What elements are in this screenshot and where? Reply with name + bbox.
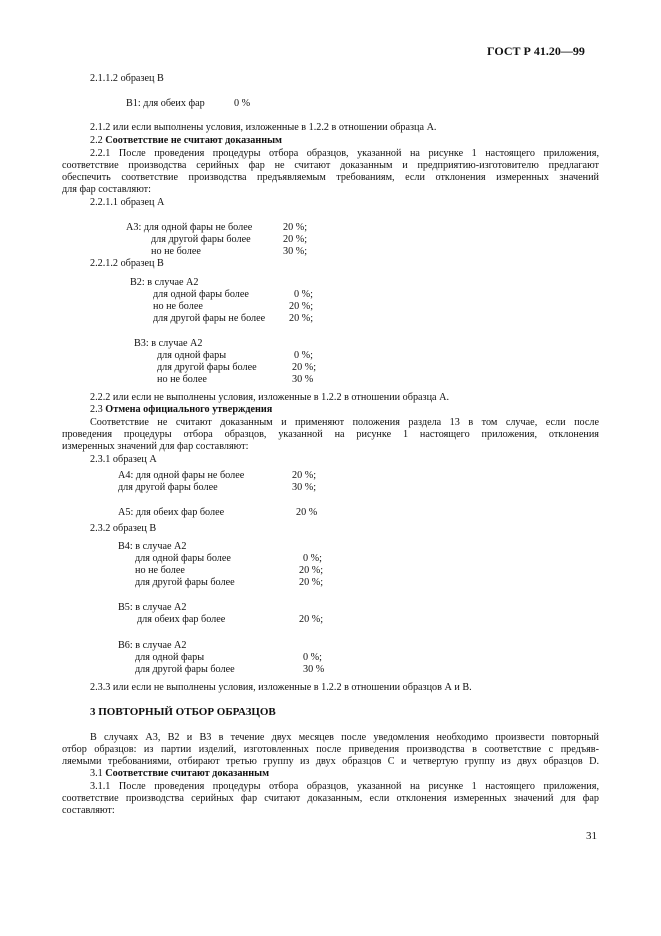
clause-3-1-number: 3.1: [90, 768, 106, 779]
b4-line2: но не более: [135, 565, 185, 576]
b2-line1: для одной фары более: [153, 289, 249, 300]
clause-2-3-number: 2.3: [90, 404, 106, 415]
b3-value3: 30 %: [292, 374, 314, 385]
b4-value2: 20 %;: [299, 565, 324, 576]
b5-head: В5: в случае А2: [118, 602, 187, 613]
b1-value: 0 %: [234, 98, 251, 109]
clause-2-3-2-label: 2.3.2 образец В: [90, 523, 157, 534]
b4-value3: 20 %;: [299, 577, 324, 588]
clause-2-2-1-2-label: 2.2.1.2 образец В: [90, 258, 164, 269]
section-3-line2: отбор образцов: из партии изделий, изготовленных после приведения производства в соответствие с предъяв-: [62, 744, 599, 755]
clause-2-3-line2: проведения процедуры отбора образцов, указанной на рисунке 1 настоящего приложения, отклонения: [62, 429, 599, 440]
b6-line1: для одной фары: [135, 652, 205, 663]
a3-value2: 20 %;: [283, 234, 308, 245]
b6-value1: 0 %;: [303, 652, 322, 663]
a3-value1: 20 %;: [283, 222, 308, 233]
clause-2-3-line1: Соответствие не считают доказанным и применяют положения раздела 13 в том случае, если после: [90, 417, 599, 428]
b2-value2: 20 %;: [289, 301, 314, 312]
a3-line3: но не более: [151, 246, 201, 257]
clause-3-1-1-line1: 3.1.1 После проведения процедуры отбора образцов, указанной на рисунке 1 настоящего приложения,: [90, 781, 599, 792]
clause-2-2-2: 2.2.2 или если не выполнены условия, изложенные в 1.2.2 в отношении образца А.: [90, 392, 450, 403]
b3-line1: для одной фары: [157, 350, 227, 361]
b6-head: В6: в случае А2: [118, 640, 187, 651]
b2-head: В2: в случае А2: [130, 277, 199, 288]
b4-head: В4: в случае А2: [118, 541, 187, 552]
b4-value1: 0 %;: [303, 553, 322, 564]
a4-value1: 20 %;: [292, 470, 317, 481]
a4-value2: 30 %;: [292, 482, 317, 493]
b2-value1: 0 %;: [294, 289, 313, 300]
a3-line2: для другой фары более: [151, 234, 251, 245]
clause-2-2-1-line3: обеспечить соответствие производства предъявляемым требованиям, если отклонения измеренных значений: [62, 172, 599, 183]
clause-2-1-2: 2.1.2 или если выполнены условия, изложенные в 1.2.2 в отношении образца А.: [90, 122, 437, 133]
clause-2-1-1-2-label: 2.1.1.2 образец В: [90, 73, 164, 84]
b2-line3: для другой фары не более: [153, 313, 266, 324]
b3-value1: 0 %;: [294, 350, 313, 361]
clause-2-2-title: Соответствие не считают доказанным: [105, 135, 282, 146]
b3-head: В3: в случае А2: [134, 338, 203, 349]
b4-line1: для одной фары более: [135, 553, 231, 564]
clause-3-1-1-line3: составляют:: [62, 805, 115, 816]
b6-line2: для другой фары более: [135, 664, 235, 675]
page-number: 31: [586, 830, 597, 842]
b6-value2: 30 %: [303, 664, 325, 675]
document-code: ГОСТ Р 41.20—99: [487, 44, 585, 58]
a5-value1: 20 %: [296, 507, 318, 518]
clause-2-3-title: Отмена официального утверждения: [105, 404, 273, 415]
a4-line2: для другой фары более: [118, 482, 218, 493]
clause-2-3-1-label: 2.3.1 образец А: [90, 454, 157, 465]
b4-line3: для другой фары более: [135, 577, 235, 588]
clause-3-1-title: Соответствие считают доказанным: [105, 768, 270, 779]
b2-value3: 20 %;: [289, 313, 314, 324]
clause-3-1-heading: [90, 768, 269, 780]
a4-line1: А4: для одной фары не более: [118, 470, 245, 481]
b5-value1: 20 %;: [299, 614, 324, 625]
clause-2-2-1-1-label: 2.2.1.1 образец А: [90, 197, 165, 208]
a3-value3: 30 %;: [283, 246, 308, 257]
clause-2-3-3: 2.3.3 или если не выполнены условия, изложенные в 1.2.2 в отношении образцов А и В.: [90, 682, 472, 693]
b1-label: В1: для обеих фар: [126, 98, 205, 109]
b3-line3: но не более: [157, 374, 207, 385]
b2-line2: но не более: [153, 301, 203, 312]
section-3-line1: В случаях А3, В2 и В3 в течение двух месяцев после уведомления необходимо произвести повторный: [90, 732, 599, 743]
a5-line1: А5: для обеих фар более: [118, 507, 225, 518]
a3-line1: А3: для одной фары не более: [126, 222, 253, 233]
clause-2-3-heading: [90, 404, 272, 416]
clause-2-2-heading: [90, 135, 282, 147]
b3-value2: 20 %;: [292, 362, 317, 373]
b5-line1: для обеих фар более: [137, 614, 226, 625]
section-3-heading: 3 ПОВТОРНЫЙ ОТБОР ОБРАЗЦОВ: [90, 706, 276, 718]
b3-line2: для другой фары более: [157, 362, 257, 373]
clause-2-2-1-line4: для фар составляют:: [62, 184, 151, 195]
clause-2-3-line3: измеренных значений для фар составляют:: [62, 441, 249, 452]
clause-2-2-1-line2: соответствие производства серийных фар не считают доказанным и предприятию-изготовителю предлагают: [62, 160, 599, 171]
clause-2-2-number: 2.2: [90, 135, 106, 146]
clause-3-1-1-line2: соответствие производства серийных фар считают доказанным, если отклонения измеренных значений для фар: [62, 793, 599, 804]
clause-2-2-1-line1: 2.2.1 После проведения процедуры отбора образцов, указанной на рисунке 1 настоящего приложения,: [90, 148, 599, 159]
section-3-line3: ляемыми требованиями, отбирают третью группу из двух образцов С и четвертую группу из двух образцов D.: [62, 756, 599, 767]
